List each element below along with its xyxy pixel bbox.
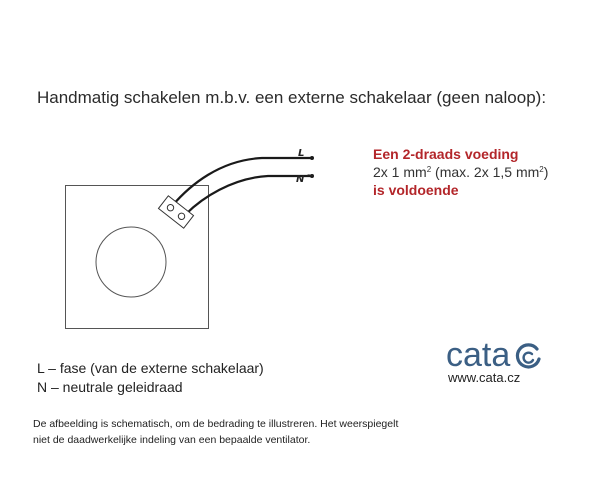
diagram-title: Handmatig schakelen m.b.v. een externe schakelaar (geen naloop): bbox=[37, 88, 547, 107]
wire-label-n: N bbox=[296, 174, 305, 185]
supply-note bbox=[373, 145, 548, 199]
logo-swirl-icon bbox=[513, 342, 543, 372]
legend-line-n: N – neutrale geleidraad bbox=[37, 379, 183, 395]
supply-conclusion: is voldoende bbox=[373, 182, 459, 198]
legend-line-l: L – fase (van de externe schakelaar) bbox=[37, 360, 264, 376]
wire-l bbox=[172, 158, 315, 206]
wire-label-n-symbol: ~ bbox=[306, 170, 315, 181]
wire-label-l: L bbox=[298, 148, 305, 159]
terminal-dot-l bbox=[310, 156, 314, 160]
disclaimer-line-2: niet de daadwerkelijke indeling van een bepaalde ventilator. bbox=[33, 434, 311, 446]
brand-url[interactable]: www.cata.cz bbox=[448, 370, 521, 385]
supply-heading: Een 2-draads voeding bbox=[373, 146, 519, 162]
logo-text: cata bbox=[446, 336, 511, 374]
fan-opening bbox=[96, 227, 166, 297]
fan-housing bbox=[66, 186, 209, 329]
wire-n bbox=[186, 176, 312, 214]
supply-spec: 2x 1 $mm^2$ (max. 2x 1,5 $mm^2$) bbox=[373, 164, 549, 180]
disclaimer-line-1: De afbeelding is schematisch, om de bedrading te illustreren. Het weerspiegelt bbox=[33, 418, 399, 430]
legend bbox=[37, 359, 264, 397]
disclaimer bbox=[33, 416, 398, 448]
